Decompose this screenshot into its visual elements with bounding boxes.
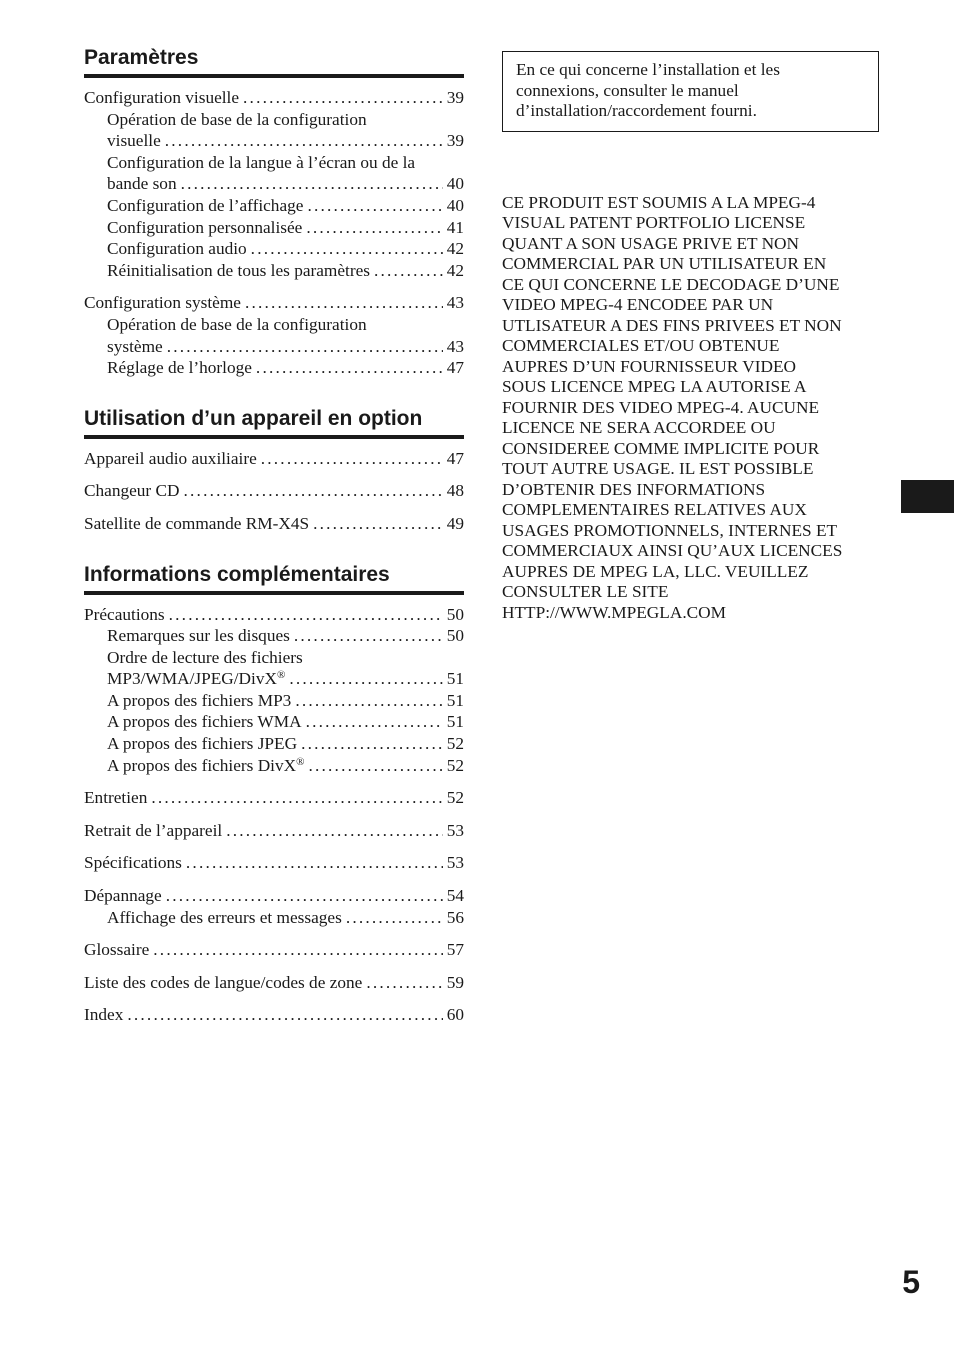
toc-subentry[interactable]: [84, 314, 464, 357]
table-of-contents: [84, 44, 464, 1052]
section-tab-marker: [901, 480, 954, 513]
toc-entry[interactable]: [84, 820, 464, 842]
toc-entry-label: [84, 852, 182, 874]
toc-subentry[interactable]: [84, 109, 464, 152]
dot-leader: [153, 939, 442, 961]
toc-entry-label: [107, 260, 370, 282]
toc-group: [84, 820, 464, 842]
toc-entry-label: [107, 336, 163, 358]
toc-page-number: 60: [446, 1005, 464, 1025]
dot-leader: [294, 625, 443, 647]
toc-entry[interactable]: [84, 513, 464, 535]
dot-leader: [308, 755, 442, 777]
toc-group: [84, 885, 464, 928]
dot-leader: [295, 690, 442, 712]
license-line: CONSIDEREE COMME IMPLICITE POUR: [502, 438, 820, 458]
toc-group: [84, 448, 464, 470]
toc-entry-text: Configuration audio: [107, 239, 247, 259]
toc-group: [84, 787, 464, 809]
toc-entry-text: Appareil audio auxiliaire: [84, 448, 257, 468]
toc-subentry[interactable]: [84, 647, 464, 690]
dot-leader: [181, 173, 443, 195]
license-line: VISUAL PATENT PORTFOLIO LICENSE: [502, 213, 806, 233]
dot-leader: [167, 336, 443, 358]
toc-group: [84, 480, 464, 502]
toc-entry-label: [84, 292, 241, 314]
toc-entry-label: [84, 820, 222, 842]
toc-entry-text: A propos des fichiers DivX: [107, 755, 297, 775]
toc-subentry[interactable]: [84, 711, 464, 733]
license-line: HTTP://WWW.MPEGLA.COM: [502, 602, 727, 622]
toc-page-number: 53: [446, 853, 464, 873]
license-line: SOUS LICENCE MPEG LA AUTORISE A: [502, 377, 807, 397]
dot-leader: [151, 787, 442, 809]
license-line: QUANT A SON USAGE PRIVE ET NON: [502, 233, 800, 253]
toc-page-number: 54: [446, 886, 464, 906]
mpeg4-license-notice: [502, 193, 879, 624]
toc-entry-label: [107, 195, 303, 217]
toc-group: [84, 852, 464, 874]
toc-page-number: 39: [446, 88, 464, 107]
dot-leader: [256, 357, 443, 379]
toc-page-number: 50: [446, 604, 464, 624]
license-line: CE PRODUIT EST SOUMIS A LA MPEG-4: [502, 192, 816, 212]
toc-entry-text: Dépannage: [84, 886, 162, 906]
toc-entry-text: Configuration personnalisée: [107, 217, 303, 237]
toc-page-number: 50: [446, 626, 464, 646]
license-line: FOURNIR DES VIDEO MPEG-4. AUCUNE: [502, 397, 820, 417]
registered-mark: ®: [296, 755, 305, 768]
toc-entry-text: A propos des fichiers MP3: [107, 690, 292, 710]
section-title: Informations complémentaires: [84, 561, 464, 595]
right-column: [502, 51, 879, 623]
toc-group: [84, 1004, 464, 1026]
toc-page-number: 52: [446, 755, 464, 775]
toc-entry-text: Liste des codes de langue/codes de zone: [84, 972, 363, 992]
toc-entry[interactable]: [84, 1004, 464, 1026]
toc-entry-label: [84, 885, 162, 907]
toc-subentry[interactable]: [84, 260, 464, 282]
toc-entry-label: [107, 217, 302, 239]
dot-leader: [366, 972, 442, 994]
toc-entry-text: visuelle: [107, 131, 161, 151]
license-line: COMMERCIAL PAR UN UTILISATEUR EN: [502, 254, 827, 274]
section-title: Paramètres: [84, 44, 464, 78]
toc-page-number: 49: [446, 513, 464, 533]
toc-page-number: 42: [446, 239, 464, 259]
toc-group: [84, 939, 464, 961]
toc-entry-text: A propos des fichiers WMA: [107, 712, 302, 732]
toc-entry-text: Réinitialisation de tous les paramètres: [107, 260, 370, 280]
toc-subentry[interactable]: [84, 152, 464, 195]
toc-entry[interactable]: [84, 604, 464, 626]
license-line: AUPRES DE MPEG LA, LLC. VEUILLEZ: [502, 561, 809, 581]
dot-leader: [307, 195, 442, 217]
license-line: USAGES PROMOTIONNELS, INTERNES ET: [502, 520, 838, 540]
toc-entry-label: [107, 238, 247, 260]
toc-entry-label: [107, 130, 161, 152]
license-line: VIDEO MPEG-4 ENCODEE PAR UN: [502, 295, 774, 315]
toc-entry-text: A propos des fichiers JPEG: [107, 734, 298, 754]
toc-entry[interactable]: [84, 448, 464, 470]
toc-page-number: 51: [446, 669, 464, 689]
license-line: LICENCE NE SERA ACCORDEE OU: [502, 418, 776, 438]
license-line: AUPRES D’UN FOURNISSEUR VIDEO: [502, 356, 796, 376]
dot-leader: [313, 513, 443, 535]
toc-entry-label: [84, 787, 147, 809]
page-number: 5: [902, 1264, 920, 1300]
toc-entry-label: [107, 711, 302, 733]
toc-page-number: 51: [446, 690, 464, 710]
toc-page-number: 42: [446, 260, 464, 280]
toc-entry[interactable]: [84, 939, 464, 961]
toc-entry-text: Retrait de l’appareil: [84, 820, 223, 840]
license-line: CE QUI CONCERNE LE DECODAGE D’UNE: [502, 274, 840, 294]
toc-entry-label: [107, 755, 304, 777]
toc-entry-text: Configuration système: [84, 293, 241, 313]
toc-page-number: 43: [446, 293, 464, 313]
toc-group: [84, 87, 464, 281]
toc-page-number: 53: [446, 820, 464, 840]
toc-page-number: 52: [446, 734, 464, 754]
installation-note-box: En ce qui concerne l’installation et les connexions, consulter le manuel d’installation/raccordement fourni.: [502, 51, 879, 132]
toc-entry-text: Satellite de commande RM-X4S: [84, 513, 310, 533]
toc-entry-label: [84, 604, 165, 626]
toc-entry-label: [107, 357, 252, 379]
toc-entry-label: [84, 1004, 123, 1026]
toc-entry[interactable]: [84, 885, 464, 907]
toc-entry-text: Glossaire: [84, 940, 150, 960]
toc-entry-text: Entretien: [84, 788, 148, 808]
toc-entry-text: Changeur CD: [84, 481, 180, 501]
dot-leader: [127, 1004, 442, 1026]
dot-leader: [226, 820, 443, 842]
dot-leader: [301, 733, 443, 755]
toc-subentry[interactable]: [84, 357, 464, 379]
toc-page-number: 51: [446, 712, 464, 732]
toc-entry[interactable]: [84, 972, 464, 994]
toc-subentry[interactable]: [84, 733, 464, 755]
toc-section: [84, 44, 464, 379]
toc-subentry[interactable]: [84, 907, 464, 929]
toc-page-number: 59: [446, 972, 464, 992]
toc-entry-label: [107, 173, 177, 195]
toc-group: [84, 513, 464, 535]
dot-leader: [169, 604, 443, 626]
toc-page-number: 40: [446, 174, 464, 194]
toc-entry-label: [107, 907, 342, 929]
toc-group: [84, 972, 464, 994]
toc-page-number: 47: [446, 448, 464, 468]
toc-entry-label: Opération de base de la configuration: [107, 109, 367, 129]
toc-subentry[interactable]: [84, 625, 464, 647]
toc-entry-text: bande son: [107, 174, 177, 194]
dot-leader: [289, 668, 442, 690]
dot-leader: [306, 217, 442, 239]
toc-subentry[interactable]: [84, 238, 464, 260]
toc-entry-label: Ordre de lecture des fichiers: [107, 647, 303, 667]
toc-entry-label: [84, 513, 309, 535]
dot-leader: [261, 448, 443, 470]
toc-entry-text: Précautions: [84, 604, 165, 624]
toc-page-number: 40: [446, 195, 464, 215]
toc-entry-text: Configuration de l’affichage: [107, 195, 304, 215]
license-line: COMPLEMENTAIRES RELATIVES AUX: [502, 500, 807, 520]
license-line: CONSULTER LE SITE: [502, 582, 669, 602]
section-title: Utilisation d’un appareil en option: [84, 405, 464, 439]
toc-page-number: 52: [446, 788, 464, 808]
license-line: D’OBTENIR DES INFORMATIONS: [502, 479, 766, 499]
dot-leader: [346, 907, 443, 929]
toc-entry-label: [107, 690, 291, 712]
toc-entry-label: Configuration de la langue à l’écran ou de la: [107, 152, 416, 172]
toc-page-number: 41: [446, 217, 464, 237]
toc-subentry[interactable]: [84, 195, 464, 217]
toc-entry[interactable]: [84, 292, 464, 314]
toc-entry[interactable]: [84, 787, 464, 809]
toc-entry-label: [107, 625, 290, 647]
toc-entry-text: Remarques sur les disques: [107, 626, 290, 646]
toc-entry-text: Configuration visuelle: [84, 88, 240, 107]
toc-entry-label: Opération de base de la configuration: [107, 314, 367, 334]
toc-subentry[interactable]: [84, 217, 464, 239]
toc-subentry[interactable]: [84, 690, 464, 712]
license-line: UTLISATEUR A DES FINS PRIVEES ET NON: [502, 315, 842, 335]
dot-leader: [184, 480, 443, 502]
registered-mark: ®: [276, 669, 286, 682]
toc-entry-text: Affichage des erreurs et messages: [107, 907, 342, 927]
toc-entry-label: [84, 939, 149, 961]
toc-entry-text: Index: [84, 1005, 124, 1025]
license-line: COMMERCIALES ET/OU OBTENUE: [502, 336, 780, 356]
toc-page-number: 57: [446, 940, 464, 960]
toc-page-number: 48: [446, 481, 464, 501]
toc-subentry[interactable]: [84, 755, 464, 777]
toc-section: [84, 561, 464, 1027]
toc-section: [84, 405, 464, 535]
toc-entry-label: [84, 448, 257, 470]
dot-leader: [243, 87, 443, 109]
toc-entry[interactable]: [84, 480, 464, 502]
toc-page-number: 56: [446, 907, 464, 927]
toc-entry-text: système: [107, 336, 163, 356]
toc-page-number: 39: [446, 131, 464, 151]
toc-entry-label: [84, 480, 180, 502]
toc-entry-label: [107, 668, 285, 690]
toc-group: [84, 292, 464, 378]
toc-entry-label: [107, 733, 297, 755]
dot-leader: [245, 292, 443, 314]
toc-entry[interactable]: [84, 852, 464, 874]
dot-leader: [306, 711, 443, 733]
toc-entry-label: [84, 87, 239, 109]
dot-leader: [186, 852, 443, 874]
dot-leader: [251, 238, 443, 260]
dot-leader: [165, 130, 443, 152]
toc-entry[interactable]: [84, 87, 464, 109]
dot-leader: [166, 885, 443, 907]
toc-entry-label: [84, 972, 362, 994]
toc-entry-text: Spécifications: [84, 853, 182, 873]
toc-page-number: 47: [446, 358, 464, 378]
dot-leader: [374, 260, 443, 282]
toc-group: [84, 604, 464, 777]
toc-entry-text: MP3/WMA/JPEG/DivX: [107, 669, 277, 689]
license-line: COMMERCIAUX AINSI QU’AUX LICENCES: [502, 541, 843, 561]
license-line: TOUT AUTRE USAGE. IL EST POSSIBLE: [502, 459, 814, 479]
toc-entry-text: Réglage de l’horloge: [107, 358, 252, 378]
toc-page-number: 43: [446, 336, 464, 356]
